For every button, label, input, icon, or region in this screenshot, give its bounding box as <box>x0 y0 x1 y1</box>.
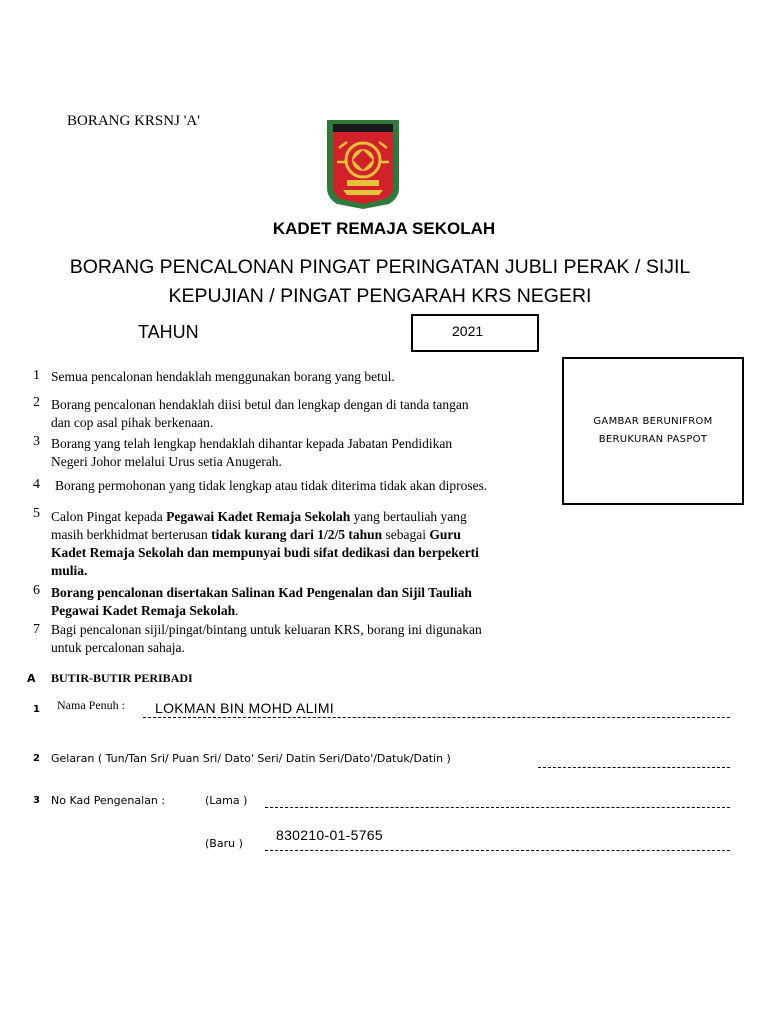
photo-label <box>562 413 744 449</box>
form-title-line2: KEPUJIAN / PINGAT PENGARAH KRS NEGERI <box>168 285 592 307</box>
title-field[interactable] <box>538 767 730 768</box>
ic-new-field[interactable] <box>265 850 730 851</box>
photo-label-line1: GAMBAR BERUNIFROM <box>593 416 713 427</box>
text-run-bold: mulia. <box>51 563 88 578</box>
instruction-number: 3 <box>33 434 40 449</box>
instruction-line <box>51 508 541 526</box>
text-run-bold: Guru <box>429 527 461 542</box>
instruction-line <box>51 562 541 580</box>
ic-new-label: (Baru ) <box>205 837 243 850</box>
instruction-number: 4 <box>33 477 40 492</box>
instruction-line: dan cop asal pihak berkenaan. <box>51 415 214 430</box>
photo-label-line2: BERUKURAN PASPOT <box>598 434 708 445</box>
instruction-line: Borang yang telah lengkap hendaklah dihantar kepada Jabatan Pendidikan <box>51 436 453 451</box>
ic-new-value: 830210-01-5765 <box>276 827 383 843</box>
ic-old-field[interactable] <box>265 807 730 808</box>
instruction-line <box>51 584 472 602</box>
full-name-label: Nama Penuh : <box>57 698 125 712</box>
instruction-number: 2 <box>33 395 40 410</box>
text-run: . <box>235 603 239 618</box>
ic-label: No Kad Pengenalan : <box>51 794 166 807</box>
instruction-line: untuk percalonan sahaja. <box>51 640 185 655</box>
text-run: Calon Pingat kepada <box>51 509 167 524</box>
row-number: 2 <box>33 753 40 764</box>
text-run-bold: Pegawai Kadet Remaja Sekolah <box>51 603 236 618</box>
ic-old-label: (Lama ) <box>205 794 248 807</box>
instruction-text <box>51 508 541 580</box>
instruction-line: Negeri Johor melalui Urus setia Anugerah. <box>51 454 282 469</box>
text-run: masih berkhidmat berterusan <box>51 527 212 542</box>
instruction-text <box>51 621 482 657</box>
instruction-line: Borang pencalonan hendaklah diisi betul dan lengkap dengan di tanda tangan <box>51 397 469 412</box>
instruction-line <box>51 544 541 562</box>
instruction-number: 5 <box>33 506 40 521</box>
full-name-value: LOKMAN BIN MOHD ALIMI <box>155 700 334 716</box>
instruction-text: Semua pencalonan hendaklah menggunakan borang yang betul. <box>51 369 395 384</box>
org-title: KADET REMAJA SEKOLAH <box>272 219 496 238</box>
instruction-text <box>51 584 472 620</box>
instruction-number: 1 <box>33 368 40 383</box>
text-run-bold: Kadet Remaja Sekolah dan mempunyai budi sifat dedikasi dan berpekerti <box>51 545 479 560</box>
instruction-line <box>51 526 541 544</box>
instruction-text <box>51 396 469 432</box>
section-letter: A <box>27 672 36 685</box>
row-number: 3 <box>33 795 40 806</box>
instruction-line: Bagi pencalonan sijil/pingat/bintang untuk keluaran KRS, borang ini digunakan <box>51 622 482 637</box>
instruction-text: Borang permohonan yang tidak lengkap atau tidak diterima tidak akan diproses. <box>55 478 488 493</box>
text-run-bold: tidak kurang dari 1/2/5 tahun <box>211 527 383 542</box>
row-number: 1 <box>33 704 40 715</box>
instruction-number: 6 <box>33 583 40 598</box>
text-run-bold: Pegawai Kadet Remaja Sekolah <box>166 509 351 524</box>
full-name-field[interactable] <box>143 717 730 718</box>
instruction-line <box>51 602 472 620</box>
instruction-number: 7 <box>33 622 40 637</box>
section-title: BUTIR-BUTIR PERIBADI <box>51 671 193 685</box>
year-label: TAHUN <box>138 322 199 342</box>
text-run: sebagai <box>382 527 430 542</box>
year-value: 2021 <box>452 323 484 339</box>
form-code: BORANG KRSNJ 'A' <box>67 113 200 129</box>
text-run: yang bertauliah yang <box>350 509 467 524</box>
instruction-text <box>51 435 452 471</box>
text-run-bold: Borang pencalonan disertakan Salinan Kad Pengenalan dan Sijil Tauliah <box>51 585 472 600</box>
form-title <box>20 253 740 311</box>
title-label: Gelaran ( Tun/Tan Sri/ Puan Sri/ Dato' Seri/ Datin Seri/Dato'/Datuk/Datin ) <box>51 752 451 765</box>
form-title-line1: BORANG PENCALONAN PINGAT PERINGATAN JUBLI PERAK / SIJIL <box>69 256 691 278</box>
krs-crest-logo-icon <box>323 118 403 210</box>
